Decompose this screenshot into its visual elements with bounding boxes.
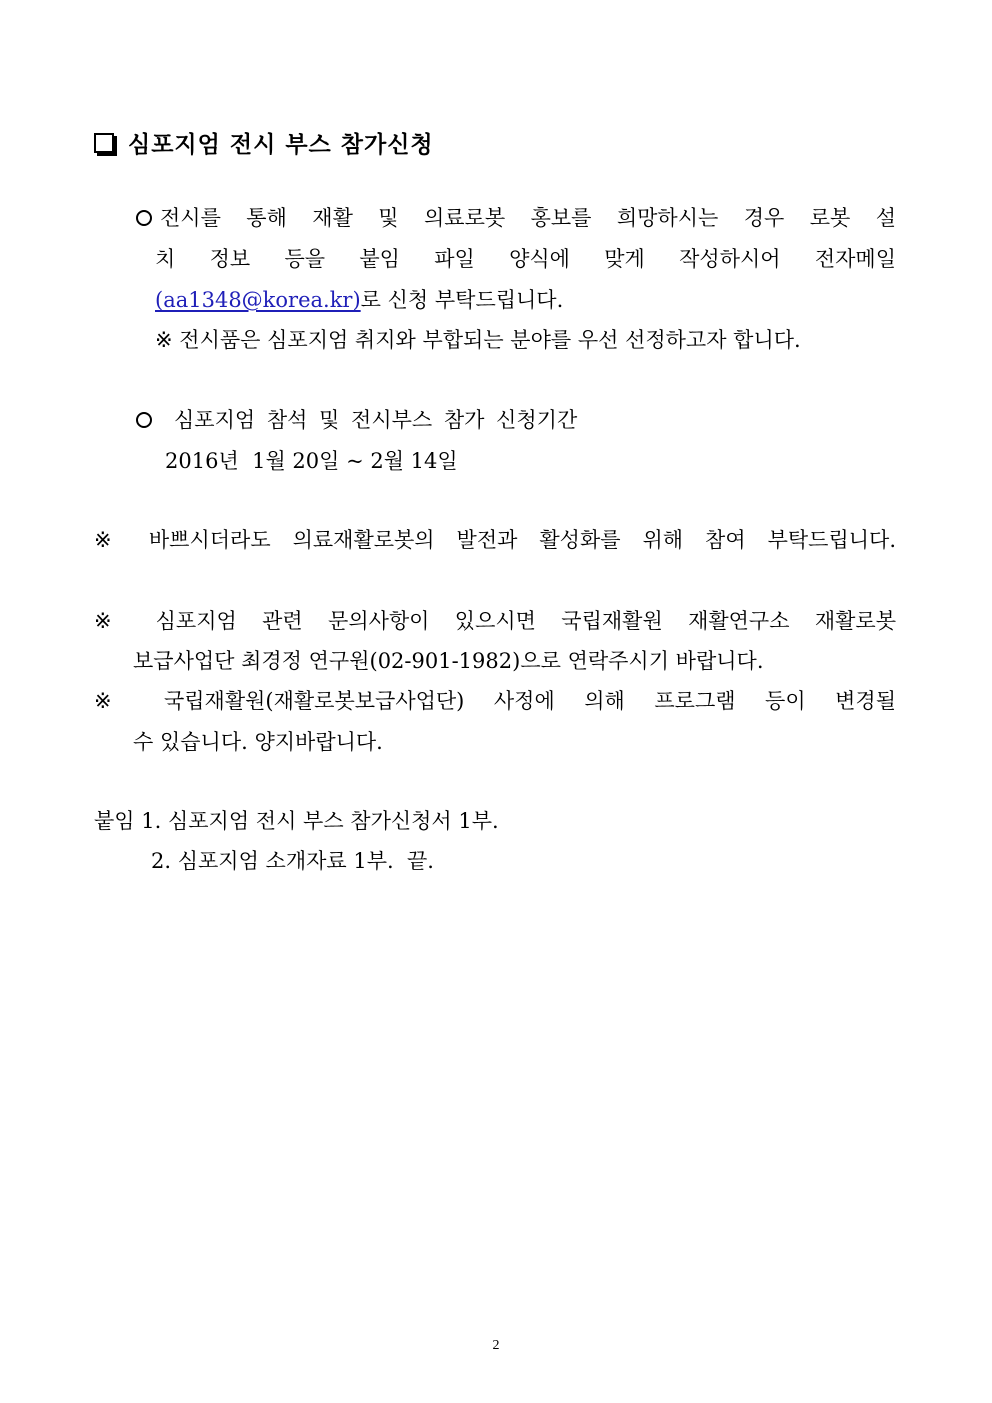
note-1 bbox=[94, 520, 896, 560]
page-number: 2 bbox=[492, 1338, 500, 1353]
note-3-line-1: ※ 국립재활원(재활로봇보급사업단) 사정에 의해 프로그램 등이 변경될 bbox=[94, 689, 896, 713]
attachment-item-2: 2. 심포지엄 소개자료 1부. 끝. bbox=[151, 849, 434, 873]
circle-bullet-icon bbox=[136, 210, 152, 226]
reference-mark: ※ bbox=[94, 609, 131, 633]
circle-bullet-icon bbox=[136, 412, 152, 428]
checkbox-square-icon bbox=[94, 133, 114, 153]
note-1-text: 바쁘시더라도 의료재활로봇의 발전과 활성화를 위해 참여 부탁드립니다. bbox=[148, 528, 896, 552]
period-dates: 2016년 1월 20일 ~ 2월 14일 bbox=[165, 449, 458, 473]
note-3-line-2: 수 있습니다. 양지바랍니다. bbox=[133, 730, 383, 754]
email-link[interactable]: (aa1348@korea.kr) bbox=[155, 288, 361, 312]
attachment-item-1: 1. 심포지엄 전시 부스 참가신청서 1부. bbox=[141, 809, 499, 833]
period-label-line: 심포지엄 참석 및 전시부스 참가 신청기간 bbox=[136, 400, 577, 440]
section-heading bbox=[94, 122, 434, 162]
note-2-line-2: 보급사업단 최경정 연구원(02-901-1982)으로 연락주시기 바랍니다. bbox=[133, 649, 764, 673]
exhibit-line-2: 치 정보 등을 붙임 파일 양식에 맞게 작성하시어 전자메일 bbox=[155, 247, 896, 271]
exhibit-line-1: 전시를 통해 재활 및 의료로봇 홍보를 희망하시는 경우 로봇 설 bbox=[136, 198, 896, 238]
section-heading-text: 심포지엄 전시 부스 참가신청 bbox=[128, 131, 434, 158]
exhibit-note bbox=[155, 320, 801, 360]
exhibit-line-3 bbox=[155, 280, 563, 320]
reference-mark: ※ bbox=[94, 689, 135, 713]
note-2-line-1: ※ 심포지엄 관련 문의사항이 있으시면 국립재활원 재활연구소 재활로봇 bbox=[94, 609, 896, 633]
attachment-label: 붙임 bbox=[94, 809, 135, 833]
exhibit-line-3-rest: 로 신청 부탁드립니다. bbox=[360, 288, 564, 312]
exhibit-note-text: 전시품은 심포지엄 취지와 부합되는 분야를 우선 선정하고자 합니다. bbox=[179, 328, 801, 352]
reference-mark: ※ bbox=[155, 328, 173, 352]
attachment-1 bbox=[94, 801, 499, 841]
reference-mark: ※ bbox=[94, 528, 127, 552]
